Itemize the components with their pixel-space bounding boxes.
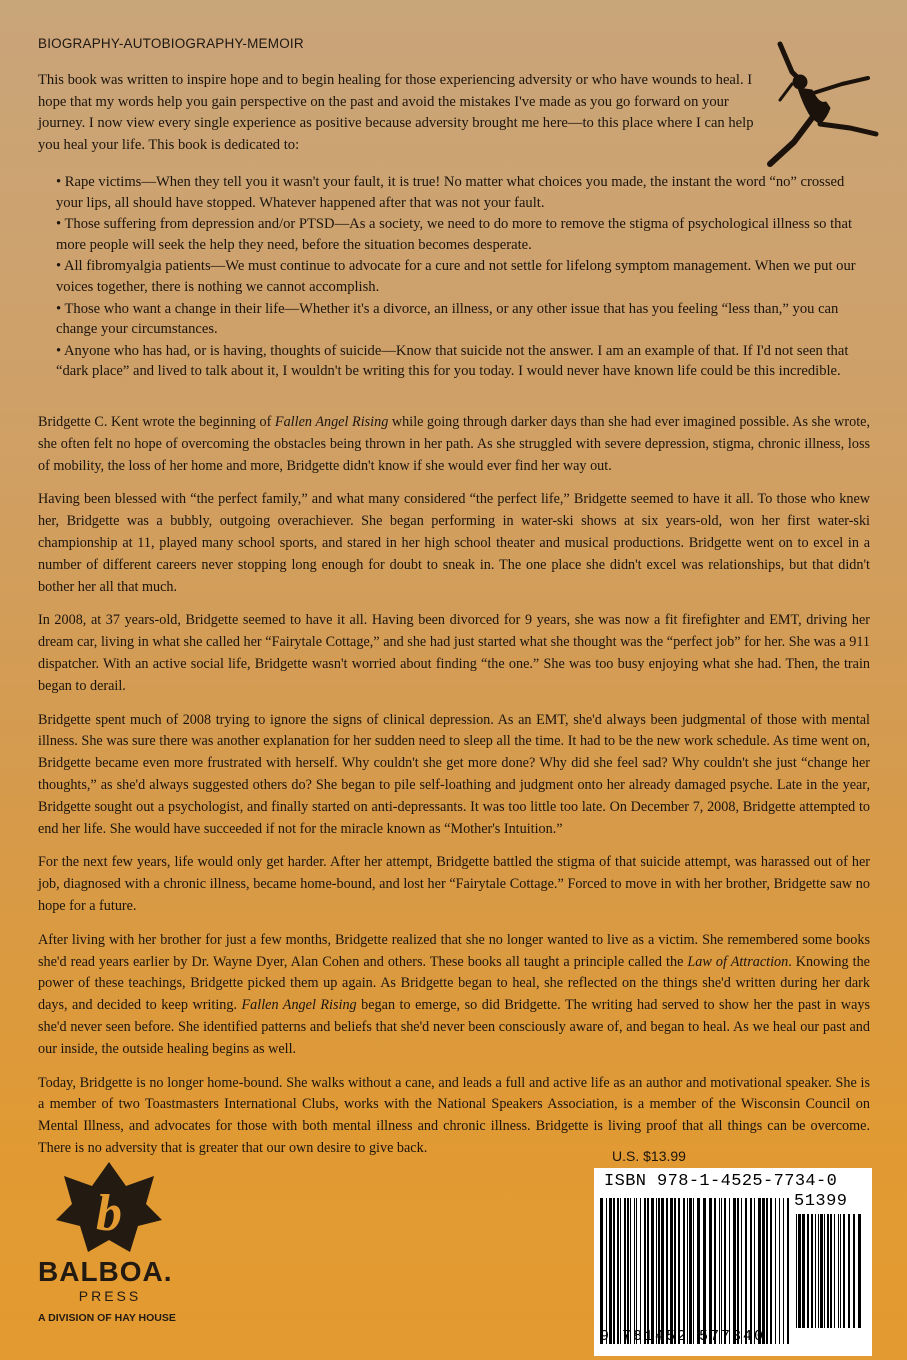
barcode-bar: [689, 1198, 692, 1344]
barcode-bar: [617, 1198, 619, 1344]
addon-barcode-bars: [796, 1214, 862, 1328]
svg-text:b: b: [96, 1185, 122, 1242]
barcode-bar: [754, 1198, 755, 1344]
ean-digits: 9 781452 577340: [600, 1328, 766, 1345]
barcode-bar: [658, 1198, 660, 1344]
barcode-bar: [687, 1198, 688, 1344]
barcode-bar: [741, 1198, 742, 1344]
barcode-bar: [709, 1198, 712, 1344]
publisher-imprint: PRESS: [78, 1288, 142, 1304]
barcode-bar: [613, 1198, 615, 1344]
barcode-bar: [666, 1198, 668, 1344]
barcode-bar: [787, 1198, 789, 1344]
barcode-bar: [818, 1214, 819, 1328]
biography-text: [38, 412, 870, 1172]
barcode-bar: [644, 1198, 646, 1344]
bio-paragraph-3: In 2008, at 37 years-old, Bridgette seemed to have it all. Having been divorced for 9 years, she was now a fit firefighter and EMT, driving her dream car, living in what she called her “Fairytale Cottage,” and she had just started what she thought was the “perfect job” for her. She was a 911 dispatcher. With an active social life, Bridgette wasn't worried about finding “the one.” She was too busy enjoying what she had. Then, the train began to derail.: [38, 612, 870, 694]
barcode-bar: [651, 1198, 654, 1344]
barcode-bar: [627, 1198, 629, 1344]
barcode-bar: [683, 1198, 685, 1344]
barcode-bar: [697, 1198, 700, 1344]
barcode-bar: [770, 1198, 772, 1344]
barcode-bar: [848, 1214, 850, 1328]
isbn-number: ISBN 978-1-4525-7734-0: [604, 1172, 838, 1191]
barcode-bar: [745, 1198, 747, 1344]
list-item: • Those suffering from depression and/or PTSD—As a society, we need to do more to remove the stigma of psychological illness so that more people will seek the help they need, before the situation becomes desperate.: [56, 216, 852, 253]
isbn-barcode: [594, 1168, 872, 1356]
book-title: Fallen Angel Rising: [241, 997, 357, 1014]
barcode-bar: [656, 1198, 657, 1344]
lotus-icon: [54, 1160, 164, 1255]
list-item: • All fibromyalgia patients—We must continue to advocate for a cure and not settle for lifelong symptom management. When we put our voices together, there is nothing we cannot accomplish.: [56, 258, 856, 295]
list-item: • Those who want a change in their life—Whether it's a divorce, an illness, or any other issue that has you feeling “less than,” you can change your circumstances.: [56, 300, 839, 338]
barcode-bar: [758, 1198, 761, 1344]
barcode-bar: [647, 1198, 649, 1344]
barcode-bar: [762, 1198, 765, 1344]
barcode-bar: [693, 1198, 694, 1344]
barcode-bar: [783, 1198, 784, 1344]
barcode-bar: [815, 1214, 816, 1328]
barcode-bar: [620, 1198, 621, 1344]
barcode-bar: [830, 1214, 832, 1328]
barcode-bar: [779, 1198, 780, 1344]
book-category: BIOGRAPHY-AUTOBIOGRAPHY-MEMOIR: [38, 36, 304, 51]
barcode-bar: [661, 1198, 664, 1344]
barcode-bar: [766, 1198, 768, 1344]
intro-paragraph: This book was written to inspire hope and to begin healing for those experiencing adversity or who have wounds to heal. I hope that my words help you gain perspective on the past and avoid the mistakes I've made as you go forward on your journey. I now view every single experience as positive because adversity brought me here—to this place where I can help you heal your life. This book is dedicated to:: [38, 72, 754, 153]
barcode-bar: [719, 1198, 720, 1344]
barcode-bar: [640, 1198, 641, 1344]
barcode-bar: [609, 1198, 612, 1344]
bio-paragraph-2: Having been blessed with “the perfect family,” and what many considered “the perfect life,” Bridgette seemed to have it all. To those who knew her, Bridgette was a bubbly, outgoing overachiever. She began performing in water-ski shows at six years-old, won her first water-ski championship at 11, played many school sports, and stared in her high school theater and musical productions. Bridgette went on to excel in a number of different careers never stopping long enough for doubt to sneak in. The one place she didn't excel was relationships, but that didn't bother her all that much.: [38, 491, 870, 595]
barcode-bar: [721, 1198, 722, 1344]
price-code: 51399: [794, 1192, 848, 1211]
publisher-logo: [38, 1160, 178, 1335]
barcode-bar: [737, 1198, 739, 1344]
barcode-bar: [802, 1214, 805, 1328]
bio-paragraph-7: Today, Bridgette is no longer home-bound. She walks without a cane, and leads a full and active life as an author and motivational speaker. She is a member of two Toastmasters International Clubs, works with the National Speakers Association, is a member of the Wisconsin Council on Mental Illness, and advocates for those with both mental illness and chronic illness. Bridgette is living proof that all things can be overcome. There is no adversity that is greater that our own desire to give back.: [38, 1074, 870, 1156]
barcode-bar: [796, 1214, 797, 1328]
bio-paragraph-6: After living with her brother for just a few months, Bridgette realized that she no longer wanted to live as a victim. She remembered some books she'd read years earlier by Dr. Wayne Dyer, Alan Cohen and others. These books all taught a principle called the Law of Attraction. Knowing the power of these teachings, Bridgette picked them up again. As Bridgette began to heal, she reflected on the things she'd written during her dark days, and decided to keep writing. Fallen Angel Rising began to emerge, so did Bridgette. The writing had served to show her the past in ways she'd never seen before. She identified patterns and beliefs that she'd never been consciously aware of, and began to heal. As we heal our past and our inside, the outside healing begins as well.: [38, 931, 871, 1057]
barcode-bar: [630, 1198, 631, 1344]
barcode-bars: [600, 1198, 790, 1344]
list-item: • Rape victims—When they tell you it wasn't your fault, it is true! No matter what choices you made, the instant the word “no” crossed your lips, all should have stopped. Whatever happened after that was not your fault.: [56, 174, 845, 211]
barcode-bar: [636, 1198, 637, 1344]
barcode-bar: [724, 1198, 726, 1344]
bio-paragraph-4: Bridgette spent much of 2008 trying to ignore the signs of clinical depression. As an EMT, she'd always been judgmental of those with mental illness. She was sure there was another explanation for her sudden need to sleep all the time. It had to be the new work schedule. As time went on, Bridgette became even more frustrated with herself. Why couldn't she get more done? Why did she feel sad? Why couldn't she just “change her thoughts,” as she'd always suggested others do? She began to pile self-loathing and judgment onto her already damaged psyche. Late in the year, Bridgette sought out a psychologist, and finally started on anti-depressants. It was too little too late. On December 7, 2008, Bridgette attempted to end her life. She would have succeeded if not for the miracle known as “Mother's Intuition.”: [38, 711, 870, 837]
barcode-bar: [858, 1214, 861, 1328]
barcode-bar: [600, 1198, 603, 1344]
barcode-bar: [843, 1214, 845, 1328]
barcode-bar: [606, 1198, 607, 1344]
bio-paragraph-5: For the next few years, life would only get harder. After her attempt, Bridgette battled the stigma of that suicide attempt, was harassed out of her job, diagnosed with a chronic illness, became home-bound, and lost her “Fairytale Cottage.” Forced to move in with her brother, Bridgette saw no hope for a future.: [38, 854, 870, 914]
barcode-bar: [714, 1198, 716, 1344]
barcode-bar: [811, 1214, 813, 1328]
barcode-bar: [703, 1198, 706, 1344]
bio-paragraph-1: Bridgette C. Kent wrote the beginning of Fallen Angel Rising while going through darker days than she had ever imagined possible. As she wrote, she often felt no hope of overcoming the obstacles being thrown in her path. As she struggled with severe depression, stigma, chronic illness, loss of mobility, the loss of her home and more, Bridgette didn't know if she would ever find her way out.: [38, 414, 870, 474]
barcode-bar: [827, 1214, 829, 1328]
barcode-bar: [733, 1198, 736, 1344]
barcode-bar: [834, 1214, 835, 1328]
barcode-bar: [775, 1198, 776, 1344]
barcode-bar: [824, 1214, 825, 1328]
barcode-bar: [820, 1214, 823, 1328]
book-title: Fallen Angel Rising: [274, 414, 389, 430]
list-item: • Anyone who has had, or is having, thoughts of suicide—Know that suicide not the answer. I am an example of that. If I'd not seen that “dark place” and lived to talk about it, I wouldn't be writing this for you today. I would never have known life could be this incredible.: [56, 342, 849, 380]
barcode-bar: [840, 1214, 841, 1328]
barcode-bar: [678, 1198, 680, 1344]
barcode-bar: [729, 1198, 730, 1344]
barcode-bar: [674, 1198, 676, 1344]
dedication-list: [56, 172, 856, 383]
barcode-bar: [624, 1198, 626, 1344]
price-label: U.S. $13.99: [612, 1148, 686, 1164]
barcode-bar: [838, 1214, 839, 1328]
barcode-bar: [750, 1198, 752, 1344]
barcode-bar: [798, 1214, 801, 1328]
barcode-bar: [670, 1198, 673, 1344]
barcode-bar: [853, 1214, 855, 1328]
barcode-bar: [807, 1214, 809, 1328]
publisher-division: A DIVISION OF HAY HOUSE: [38, 1312, 176, 1324]
publisher-name: BALBOA.: [38, 1256, 173, 1287]
barcode-bar: [634, 1198, 635, 1344]
